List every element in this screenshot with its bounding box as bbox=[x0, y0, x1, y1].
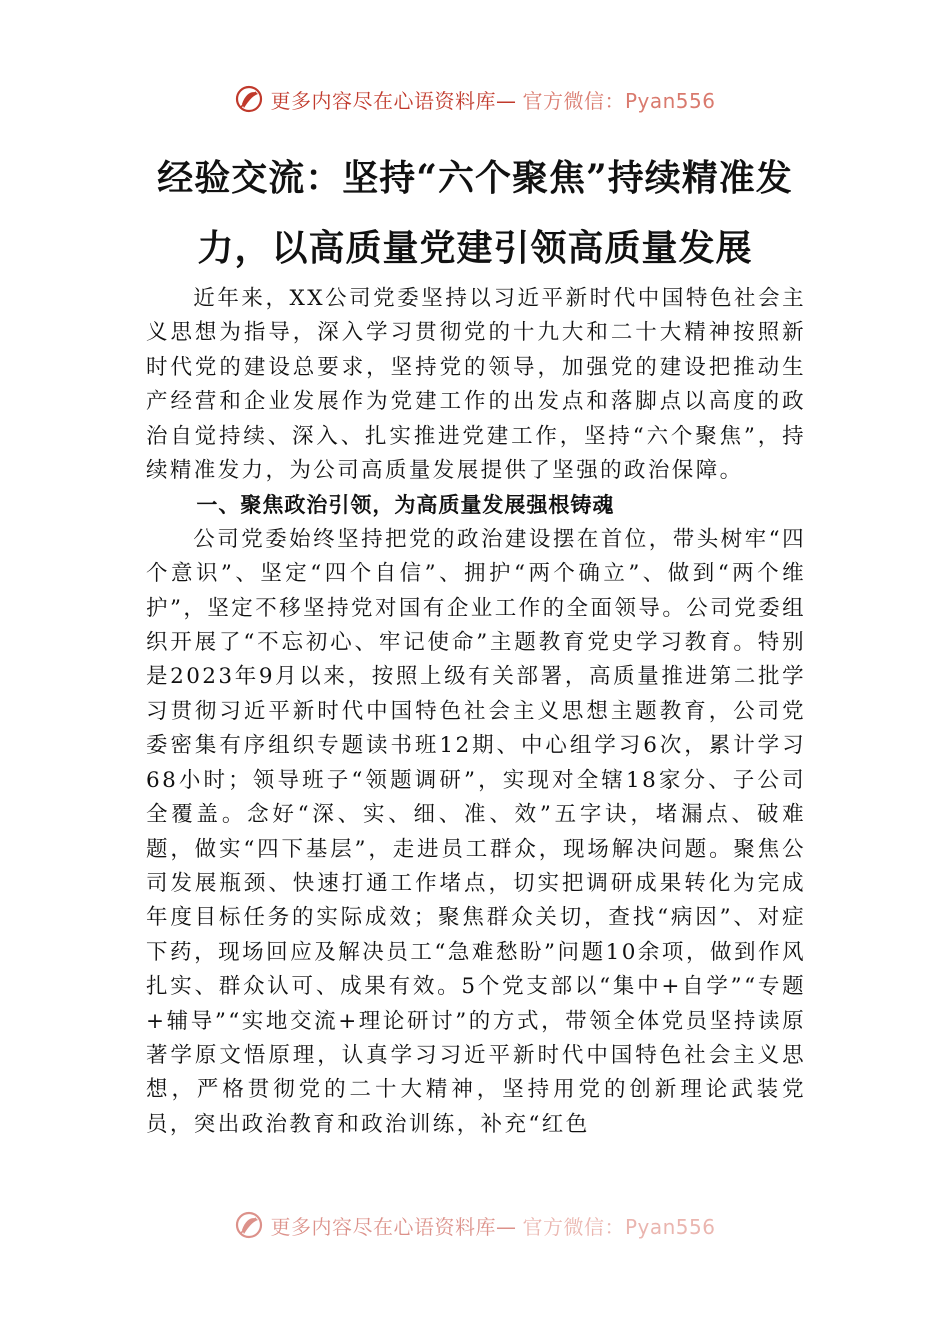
watermark-wechat: 官方微信：Pyan556 bbox=[522, 1214, 716, 1239]
section1-heading: 一、聚焦政治引领，为高质量发展强根铸魂 bbox=[196, 493, 615, 518]
intro-paragraph: 近年来，XX公司党委坚持以习近平新时代中国特色社会主义思想为指导，深入学习贯彻党的十九大和二十大精神按照新时代党的建设总要求，坚持党的领导，加强党的建设把推动生产经营和企业发展作为党建工作的出发点和落脚点以高度的政治自觉持续、深入、扎实推进党建工作，坚持“六个聚焦”，持续精准发力，为公司高质量发展提供了坚强的政治保障。 bbox=[146, 286, 806, 484]
section1-paragraph: 公司党委始终坚持把党的政治建设摆在首位，带头树牢“四个意识”、坚定“四个自信”、拥护“两个确立”、做到“两个维护”，坚定不移坚持党对国有企业工作的全面领导。公司党委组织开展了“不忘初心、牢记使命”主题教育党史学习教育。特别是2023年9月以来，按照上级有关部署，高质量推进第二批学习贯彻习近平新时代中国特色社会主义思想主题教育，公司党委密集有序组织专题读书班12期、中心组学习6次，累计学习68小时；领导班子“领题调研”，实现对全辖18家分、子公司全覆盖。念好“深、实、细、准、效”五字诀，堵漏点、破难题，做实“四下基层”，走进员工群众，现场解决问题。聚焦公司发展瓶颈、快速打通工作堵点，切实把调研成果转化为完成年度目标任务的实际成效；聚焦群众关切，查找“病因”、对症下药，现场回应及解决员工“急难愁盼”问题10余项，做到作风扎实、群众认可、成果有效。5个党支部以“集中+自学”“专题+辅导”“实地交流+理论研讨”的方式，带领全体党员坚持读原著学原文悟原理，认真学习习近平新时代中国特色社会主义思想，严格贯彻党的二十大精神，坚持用党的创新理论武装党员，突出政治教育和政治训练，补充“红色 bbox=[146, 526, 806, 1137]
watermark-brand: 更多内容尽在心语资料库— bbox=[270, 1214, 517, 1239]
watermark-wechat: 官方微信：Pyan556 bbox=[522, 88, 716, 113]
watermark-logo-icon bbox=[234, 84, 264, 114]
watermark-header bbox=[0, 84, 950, 114]
document-title-line1: 经验交流：坚持“六个聚焦”持续精准发 bbox=[157, 157, 793, 199]
watermark-logo-icon bbox=[234, 1210, 264, 1240]
watermark-footer bbox=[0, 1210, 950, 1240]
document-body bbox=[146, 282, 806, 1178]
document-title-line2: 力，以高质量党建引领高质量发展 bbox=[197, 227, 753, 269]
watermark-brand: 更多内容尽在心语资料库— bbox=[270, 88, 517, 113]
